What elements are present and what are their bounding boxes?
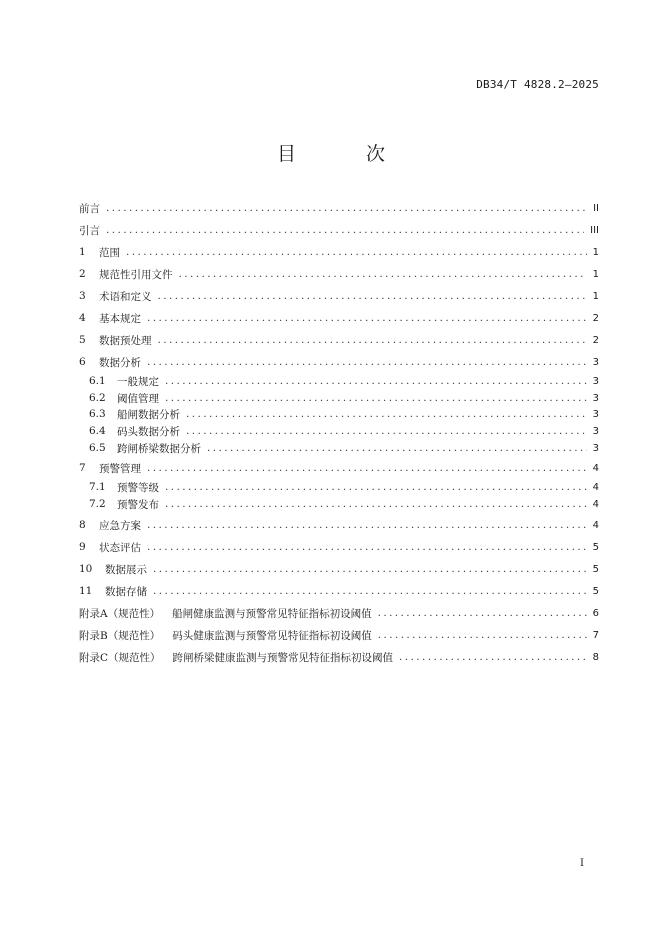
toc-entry-appendix-c[interactable] <box>79 649 599 665</box>
toc-entry-number: 附录A（规范性） <box>79 607 161 620</box>
toc-entry-label: 数据分析 <box>99 356 141 369</box>
page-number: I <box>580 858 584 869</box>
toc-leader-dots <box>147 540 587 554</box>
toc-entry-number: 6.5 <box>89 442 106 454</box>
toc-entry-section-9[interactable] <box>79 539 599 555</box>
toc-entry-number: 8 <box>79 519 86 531</box>
toc-entry-section-1[interactable] <box>79 244 599 260</box>
toc-entry-label: 码头数据分析 <box>117 425 180 438</box>
toc-entry-number: 6 <box>79 356 86 368</box>
toc-leader-dots <box>165 391 587 405</box>
toc-entry-page: 6 <box>592 607 599 619</box>
toc-entry-number: 附录C（规范性） <box>79 651 161 664</box>
toc-entry-section-7-2[interactable] <box>89 496 599 512</box>
toc-leader-dots <box>378 606 587 620</box>
toc-entry-number: 10 <box>79 563 93 575</box>
toc-entry-label: 术语和定义 <box>99 290 152 303</box>
toc-entry-label: 船闸健康监测与预警常见特征指标初设阈值 <box>172 607 372 620</box>
document-code: DB34/T 4828.2—2025 <box>476 78 599 91</box>
toc-entry-label: 跨闸桥梁健康监测与预警常见特征指标初设阈值 <box>172 651 394 664</box>
toc-leader-dots <box>106 201 587 215</box>
toc-entry-label: 预警等级 <box>117 481 159 494</box>
toc-title: 目 次 <box>276 143 418 165</box>
toc-entry-page: 3 <box>592 442 599 454</box>
toc-entry-page: 2 <box>592 312 599 324</box>
toc-entry-number: 6.3 <box>89 408 106 420</box>
toc-entry-section-6-5[interactable] <box>89 440 599 456</box>
toc-entry-page: III <box>590 224 599 236</box>
toc-leader-dots <box>158 289 587 303</box>
toc-entry-foreword[interactable] <box>79 200 599 216</box>
toc-entry-page: 3 <box>592 375 599 387</box>
toc-entry-label: 预警管理 <box>99 462 141 475</box>
toc-entry-page: 2 <box>592 334 599 346</box>
toc-entry-page: 1 <box>592 268 599 280</box>
toc-leader-dots <box>165 374 587 388</box>
toc-entry-section-4[interactable] <box>79 310 599 326</box>
toc-leader-dots <box>186 424 587 438</box>
toc-leader-dots <box>153 562 587 576</box>
toc-entry-number: 5 <box>79 334 86 346</box>
toc-entry-section-11[interactable] <box>79 583 599 599</box>
toc-entry-appendix-b[interactable] <box>79 627 599 643</box>
toc-entry-number: 7.1 <box>89 481 106 493</box>
toc-entry-number: 6.1 <box>89 375 106 387</box>
toc-entry-page: 3 <box>592 392 599 404</box>
toc-entry-number: 7 <box>79 462 86 474</box>
toc-entry-label: 预警发布 <box>117 498 159 511</box>
toc-leader-dots <box>186 407 587 421</box>
toc-entry-appendix-a[interactable] <box>79 605 599 621</box>
toc-entry-label: 阈值管理 <box>117 392 159 405</box>
toc-entry-page: 8 <box>592 651 599 663</box>
toc-entry-label: 船闸数据分析 <box>117 408 180 421</box>
toc-leader-dots <box>378 628 587 642</box>
toc-entry-label: 码头健康监测与预警常见特征指标初设阈值 <box>172 629 372 642</box>
toc-entry-section-6-3[interactable] <box>89 406 599 422</box>
toc-entry-page: 3 <box>592 408 599 420</box>
toc-entry-number: 1 <box>79 246 86 258</box>
toc-entry-label: 状态评估 <box>99 541 141 554</box>
toc-leader-dots <box>179 267 587 281</box>
toc-entry-number: 11 <box>79 585 93 597</box>
toc-entry-page: 1 <box>592 246 599 258</box>
toc-entry-section-2[interactable] <box>79 266 599 282</box>
toc-entry-number: 4 <box>79 312 86 324</box>
toc-leader-dots <box>207 441 587 455</box>
toc-leader-dots <box>153 584 587 598</box>
toc-leader-dots <box>399 650 587 664</box>
toc-entry-page: 3 <box>592 356 599 368</box>
toc-entry-label: 应急方案 <box>99 519 141 532</box>
toc-entry-label: 一般规定 <box>117 375 159 388</box>
toc-entry-label: 跨闸桥梁数据分析 <box>117 442 201 455</box>
toc-leader-dots <box>158 333 587 347</box>
toc-entry-label: 规范性引用文件 <box>99 268 173 281</box>
toc-leader-dots <box>147 461 587 475</box>
toc-entry-number: 2 <box>79 268 86 280</box>
toc-entry-label: 前言 <box>79 202 100 215</box>
toc-entry-label: 数据存储 <box>105 585 147 598</box>
toc-entry-label: 范围 <box>99 246 120 259</box>
toc-entry-section-6[interactable] <box>79 354 599 370</box>
toc-entry-section-3[interactable] <box>79 288 599 304</box>
toc-entry-label: 引言 <box>79 224 100 237</box>
toc-entry-page: 4 <box>592 481 599 493</box>
toc-leader-dots <box>165 497 587 511</box>
toc-entry-page: 5 <box>592 563 599 575</box>
toc-entry-number: 9 <box>79 541 86 553</box>
toc-entry-number: 7.2 <box>89 498 106 510</box>
toc-leader-dots <box>126 245 587 259</box>
toc-entry-page: 1 <box>592 290 599 302</box>
toc-entry-page: 4 <box>592 519 599 531</box>
toc-entry-page: 4 <box>592 498 599 510</box>
toc-entry-number: 6.4 <box>89 425 106 437</box>
toc-entry-number: 3 <box>79 290 86 302</box>
toc-leader-dots <box>165 480 587 494</box>
toc-leader-dots <box>147 311 587 325</box>
toc-entry-page: 4 <box>592 462 599 474</box>
toc-leader-dots <box>147 355 587 369</box>
toc-entry-section-7[interactable] <box>79 460 599 476</box>
toc-leader-dots <box>106 223 584 237</box>
toc-entry-section-7-1[interactable] <box>89 479 599 495</box>
toc-entry-introduction[interactable] <box>79 222 599 238</box>
toc-entry-section-8[interactable] <box>79 517 599 533</box>
toc-entry-label: 数据展示 <box>105 563 147 576</box>
toc-entry-page: 7 <box>592 629 599 641</box>
toc-leader-dots <box>147 518 587 532</box>
toc-entry-page: 5 <box>592 585 599 597</box>
toc-entry-page: II <box>593 202 599 214</box>
toc-entry-section-10[interactable] <box>79 561 599 577</box>
toc-entry-label: 基本规定 <box>99 312 141 325</box>
toc-entry-label: 数据预处理 <box>99 334 152 347</box>
toc-entry-page: 3 <box>592 425 599 437</box>
toc-entry-section-6-4[interactable] <box>89 423 599 439</box>
toc-entry-section-5[interactable] <box>79 332 599 348</box>
toc-entry-section-6-2[interactable] <box>89 390 599 406</box>
toc-entry-number: 附录B（规范性） <box>79 629 161 642</box>
toc-entry-number: 6.2 <box>89 392 106 404</box>
toc-entry-section-6-1[interactable] <box>89 373 599 389</box>
toc-entry-page: 5 <box>592 541 599 553</box>
